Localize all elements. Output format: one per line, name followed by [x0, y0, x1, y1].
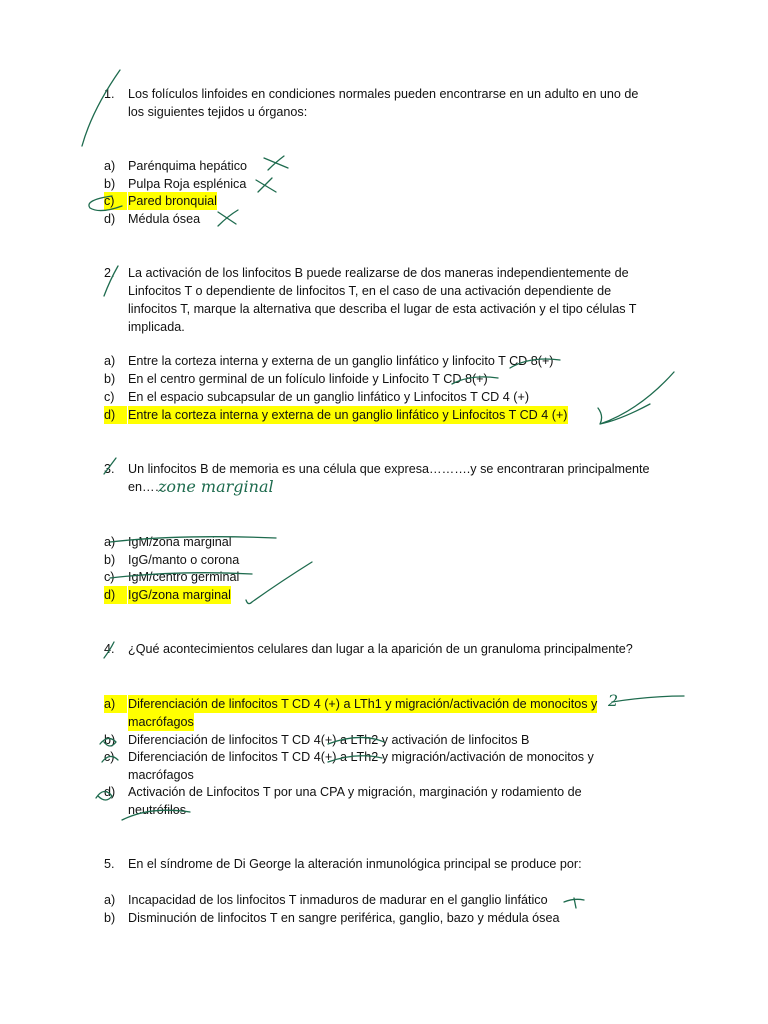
option-text: Diferenciación de linfocitos T CD 4(+) a LTh2 y activación de linfocitos B [128, 733, 530, 747]
option-letter: c) [104, 390, 115, 404]
option-text: neutrófilos [128, 803, 187, 817]
option-letter: a) [104, 159, 116, 173]
option-text: Pared bronquial [128, 194, 217, 208]
option-text: En el centro germinal de un folículo linfoide y Linfocito T CD 8(+) [128, 372, 488, 386]
cross-mark-icon [256, 178, 276, 192]
option-text: macrófagos [128, 768, 194, 782]
question-number: 1. [104, 87, 115, 101]
option-letter: d) [104, 785, 116, 799]
option-text: Diferenciación de linfocitos T CD 4 (+) a LTh1 y migración/activación de monocitos y [128, 697, 598, 711]
option-text: Pulpa Roja esplénica [128, 177, 247, 191]
check-mark-icon [564, 898, 584, 908]
question-number: 2. [104, 266, 115, 280]
exam-page: 1. Los folículos linfoides en condiciones normales pueden encontrarse en un adulto en uno de los siguientes tejidos u órganos: a) Parénquima hepático b) Pulpa Roja esplénica c) Pared bronquial d) Médula ósea 2. La activación de los linfocitos B puede realizarse de dos maneras independientemente de Linfocitos T o dependiente de linfocitos T, en el caso de una activación dependiente de linfocitos T, marque la alternativa que describa el lugar de esta activación y el tipo células T implicada. a) Entre la corteza interna y externa de un ganglio linfático y linfocito T CD 8(+) b) En el centro germinal de un folículo linfoide y Linfocito T CD 8(+) c) En el espacio subcapsular de un ganglio linfático y Linfocitos T CD 4 (+) d) Entre la corteza interna y externa de un ganglio linfático y Linfocitos T CD 4 (+) 3. Un linfocitos B de memoria es una célula que expresa……….y se encontraran principalmente en…… a) IgM/zona marginal b) IgG/manto o corona c) IgM/centro germinal d) IgG/zona marginal 4. ¿Qué acontecimientos celulares dan lugar a la aparición de un granuloma principalmente? a) Diferenciación de linfocitos T CD 4 (+) a LTh1 y migración/activación de monocitos y macrófagos b) Diferenciación de linfocitos T CD 4(+) a LTh2 y activación de linfocitos B c) Diferenciación de linfocitos T CD 4(+) a LTh2 y migración/activación de monocitos y macrófagos d) Activación de Linfocitos T por una CPA y migración, marginación y rodamiento de neutrófilos 5. En el síndrome de Di George la alteración inmunológica principal se produce por: a) Incapacidad de los linfocitos T inmaduros de madurar en el ganglio linfático b) Disminución de linfocitos T en sangre periférica, ganglio, bazo y médula ósea zone marginal 2 [0, 0, 768, 1024]
check-mark-icon [598, 372, 674, 424]
option-text: Diferenciación de linfocitos T CD 4(+) a LTh2 y migración/activación de monocitos y [128, 750, 594, 764]
option-letter: d) [104, 406, 127, 424]
option-text: Disminución de linfocitos T en sangre periférica, ganglio, bazo y médula ósea [128, 911, 560, 925]
option-text: IgG/manto o corona [128, 553, 240, 567]
option-text: En el espacio subcapsular de un ganglio linfático y Linfocitos T CD 4 (+) [128, 390, 530, 404]
option-letter: c) [104, 192, 127, 210]
question-number: 5. [104, 857, 115, 871]
option-letter: d) [104, 212, 116, 226]
option-letter: b) [104, 733, 116, 747]
option-text: IgG/zona marginal [128, 588, 231, 602]
option-text: Parénquima hepático [128, 159, 248, 173]
question-number: 3. [104, 462, 115, 476]
option-text: Entre la corteza interna y externa de un ganglio linfático y linfocito T CD 8(+) [128, 354, 554, 368]
handwritten-mark: 2 [608, 691, 619, 710]
option-letter: b) [104, 177, 116, 191]
option-letter: d) [104, 586, 127, 604]
option-letter: a) [104, 695, 127, 713]
check-mark-icon [246, 562, 312, 604]
underline-mark [612, 696, 684, 702]
option-text: Activación de Linfocitos T por una CPA y migración, marginación y rodamiento de [128, 785, 582, 799]
option-letter: a) [104, 535, 116, 549]
option-letter: a) [104, 893, 116, 907]
option-text: IgM/centro germinal [128, 570, 240, 584]
option-letter: c) [104, 750, 115, 764]
option-letter: a) [104, 354, 116, 368]
check-mark-icon [82, 70, 120, 146]
cross-mark-icon [264, 156, 288, 170]
option-text: Incapacidad de los linfocitos T inmaduros de madurar en el ganglio linfático [128, 893, 548, 907]
cross-mark-icon [218, 210, 238, 226]
question-number: 4. [104, 642, 115, 656]
option-text: Entre la corteza interna y externa de un ganglio linfático y Linfocitos T CD 4 (+) [128, 408, 568, 422]
option-text: IgM/zona marginal [128, 535, 232, 549]
option-letter: b) [104, 911, 116, 925]
option-letter: b) [104, 372, 116, 386]
option-text: Médula ósea [128, 212, 201, 226]
option-text: macrófagos [128, 715, 194, 729]
option-letter: b) [104, 553, 116, 567]
option-letter: c) [104, 570, 115, 584]
handwritten-answer: zone marginal [158, 477, 274, 496]
